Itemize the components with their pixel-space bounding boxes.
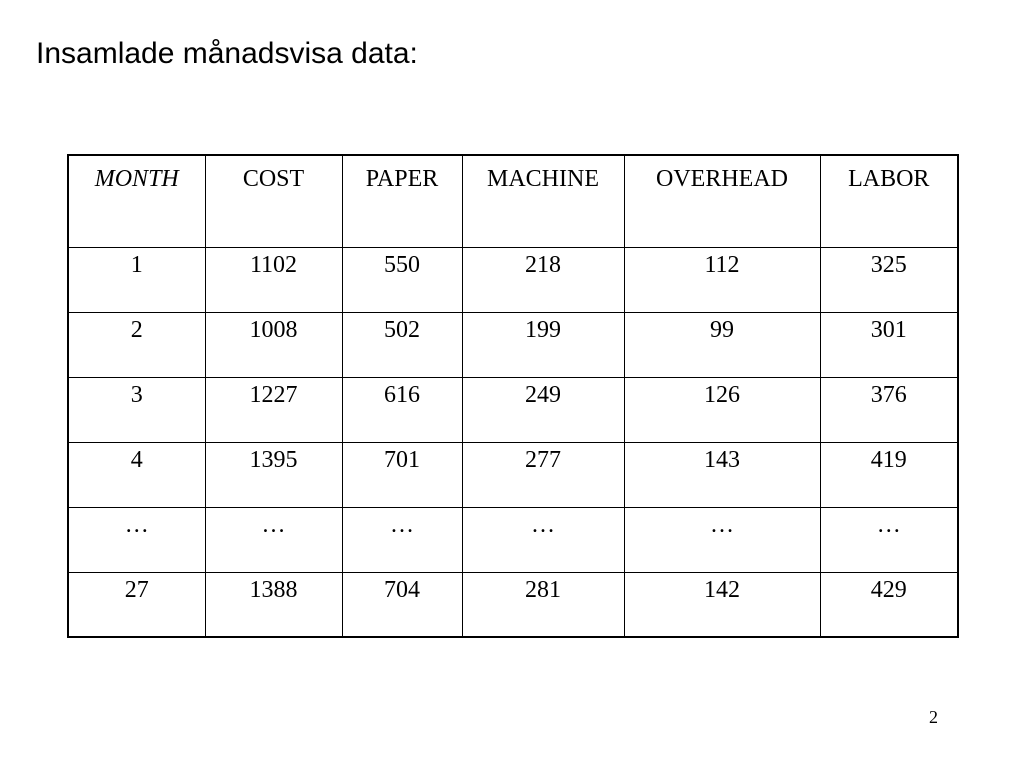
cell-overhead: 142 xyxy=(624,572,820,637)
header-paper: PAPER xyxy=(342,155,462,247)
table-row xyxy=(68,312,958,377)
cell-paper: 502 xyxy=(342,312,462,377)
page-number: 2 xyxy=(929,707,938,727)
table-row-ellipsis xyxy=(68,507,958,572)
cell-labor: 325 xyxy=(820,247,958,312)
cell-month: 2 xyxy=(68,312,205,377)
cell-paper: 550 xyxy=(342,247,462,312)
cell-paper: … xyxy=(342,507,462,572)
cell-labor: … xyxy=(820,507,958,572)
cell-paper: 616 xyxy=(342,377,462,442)
slide-title: Insamlade månadsvisa data: xyxy=(36,37,418,70)
cell-overhead: 126 xyxy=(624,377,820,442)
table-header-row xyxy=(68,155,958,247)
cell-cost: 1227 xyxy=(205,377,342,442)
cell-paper: 704 xyxy=(342,572,462,637)
cell-overhead: 112 xyxy=(624,247,820,312)
cell-month: 1 xyxy=(68,247,205,312)
cell-month: 4 xyxy=(68,442,205,507)
cell-month: 3 xyxy=(68,377,205,442)
cell-cost: … xyxy=(205,507,342,572)
cell-labor: 429 xyxy=(820,572,958,637)
cell-labor: 419 xyxy=(820,442,958,507)
cell-machine: 277 xyxy=(462,442,624,507)
cell-month: 27 xyxy=(68,572,205,637)
table-row xyxy=(68,377,958,442)
table-row xyxy=(68,247,958,312)
cell-cost: 1395 xyxy=(205,442,342,507)
cell-labor: 376 xyxy=(820,377,958,442)
cell-cost: 1008 xyxy=(205,312,342,377)
cell-overhead: 99 xyxy=(624,312,820,377)
cell-machine: 218 xyxy=(462,247,624,312)
cell-labor: 301 xyxy=(820,312,958,377)
table-row xyxy=(68,572,958,637)
cell-month: … xyxy=(68,507,205,572)
header-overhead: OVERHEAD xyxy=(624,155,820,247)
header-labor: LABOR xyxy=(820,155,958,247)
header-machine: MACHINE xyxy=(462,155,624,247)
header-cost: COST xyxy=(205,155,342,247)
cell-machine: … xyxy=(462,507,624,572)
table-row xyxy=(68,442,958,507)
cell-overhead: 143 xyxy=(624,442,820,507)
header-month: MONTH xyxy=(68,155,205,247)
cell-machine: 249 xyxy=(462,377,624,442)
monthly-data-table xyxy=(67,154,959,638)
cell-machine: 281 xyxy=(462,572,624,637)
cell-cost: 1388 xyxy=(205,572,342,637)
cell-cost: 1102 xyxy=(205,247,342,312)
cell-paper: 701 xyxy=(342,442,462,507)
cell-machine: 199 xyxy=(462,312,624,377)
cell-overhead: … xyxy=(624,507,820,572)
